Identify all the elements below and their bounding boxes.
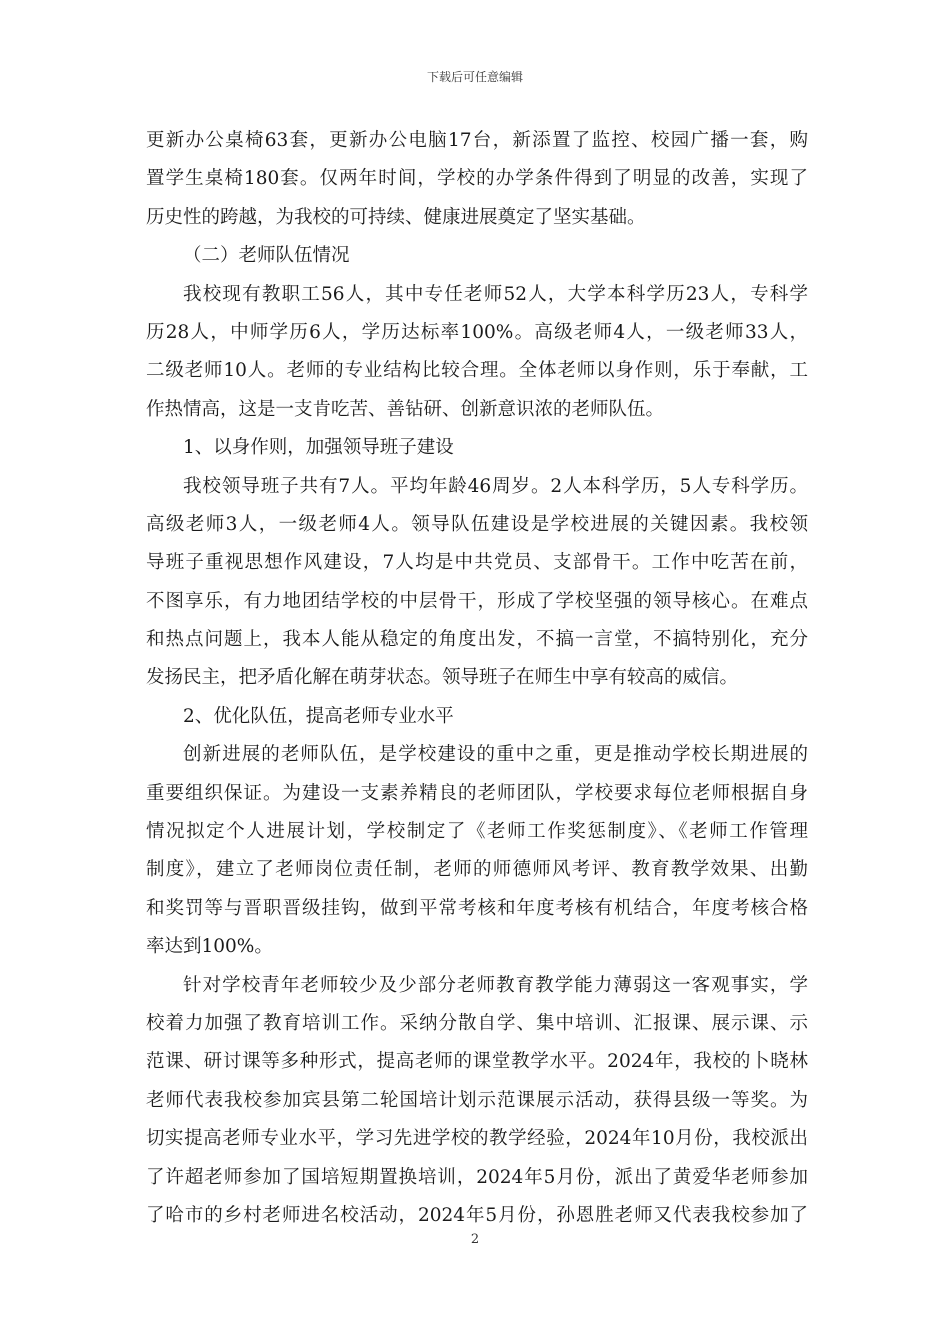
- section-heading: 2、优化队伍，提高老师专业水平: [183, 705, 454, 727]
- text-line: 切实提高老师专业水平，学习先进学校的教学经验，2024年10月份，我校派出: [146, 1128, 808, 1150]
- text-line: 校着力加强了教育培训工作。采纳分散自学、集中培训、汇报课、展示课、示: [146, 1012, 808, 1034]
- text-line: 不图享乐，有力地团结学校的中层骨干，形成了学校坚强的领导核心。在难点: [146, 590, 808, 612]
- text-line: 历史性的跨越，为我校的可持续、健康进展奠定了坚实基础。: [146, 206, 646, 228]
- text-line: 制度》，建立了老师岗位责任制，老师的师德师风考评、教育教学效果、出勤: [146, 859, 808, 881]
- text-line: 导班子重视思想作风建设，7人均是中共党员、支部骨干。工作中吃苦在前，: [146, 552, 808, 574]
- text-line: 更新办公桌椅63套，更新办公电脑17台，新添置了监控、校园广播一套，购: [146, 130, 808, 151]
- text-line: 了许超老师参加了国培短期置换培训，2024年5月份，派出了黄爱华老师参加: [146, 1166, 808, 1188]
- text-line: 作热情高，这是一支肯吃苦、善钻研、创新意识浓的老师队伍。: [146, 398, 665, 420]
- text-line: 针对学校青年老师较少及少部分老师教育教学能力薄弱这一客观事实，学: [183, 974, 808, 996]
- text-line: 重要组织保证。为建设一支素养精良的老师团队，学校要求每位老师根据自身: [146, 782, 808, 804]
- text-line: 创新进展的老师队伍，是学校建设的重中之重，更是推动学校长期进展的: [183, 744, 808, 766]
- text-line: 率达到100%。: [146, 936, 273, 958]
- text-line: 情况拟定个人进展计划，学校制定了《老师工作奖惩制度》、《老师工作管理: [146, 821, 808, 843]
- text-line: 范课、研讨课等多种形式，提高老师的课堂教学水平。2024年，我校的卜晓林: [146, 1051, 808, 1073]
- document-body: [146, 122, 808, 1235]
- text-line: 历28人，中师学历6人，学历达标率100%。高级老师4人，一级老师33人，: [146, 321, 808, 343]
- text-line: 高级老师3人，一级老师4人。领导队伍建设是学校进展的关键因素。我校领: [146, 513, 808, 535]
- text-line: 和奖罚等与晋职晋级挂钩，做到平常考核和年度考核有机结合，年度考核合格: [146, 897, 808, 919]
- text-line: 老师代表我校参加宾县第二轮国培计划示范课展示活动，获得县级一等奖。为: [146, 1089, 808, 1111]
- section-heading: （二）老师队伍情况: [183, 245, 350, 267]
- section-heading: 1、以身作则，加强领导班子建设: [183, 437, 454, 459]
- text-line: 置学生桌椅180套。仅两年时间，学校的办学条件得到了明显的改善，实现了: [146, 168, 808, 190]
- text-line: 发扬民主，把矛盾化解在萌芽状态。领导班子在师生中享有较高的威信。: [146, 667, 739, 689]
- text-line: 二级老师10人。老师的专业结构比较合理。全体老师以身作则，乐于奉献，工: [146, 360, 808, 382]
- text-line: 我校现有教职工56人，其中专任老师52人，大学本科学历23人，专科学: [183, 283, 808, 305]
- text-line: 了哈市的乡村老师进名校活动，2024年5月份，孙恩胜老师又代表我校参加了: [146, 1204, 808, 1226]
- page-header-note: 下载后可任意编辑: [426, 70, 523, 84]
- text-line: 和热点问题上，我本人能从稳定的角度出发，不搞一言堂，不搞特别化，充分: [146, 629, 808, 651]
- text-line: 我校领导班子共有7人。平均年龄46周岁。2人本科学历，5人专科学历。: [183, 475, 808, 497]
- page-number: 2: [470, 1232, 480, 1247]
